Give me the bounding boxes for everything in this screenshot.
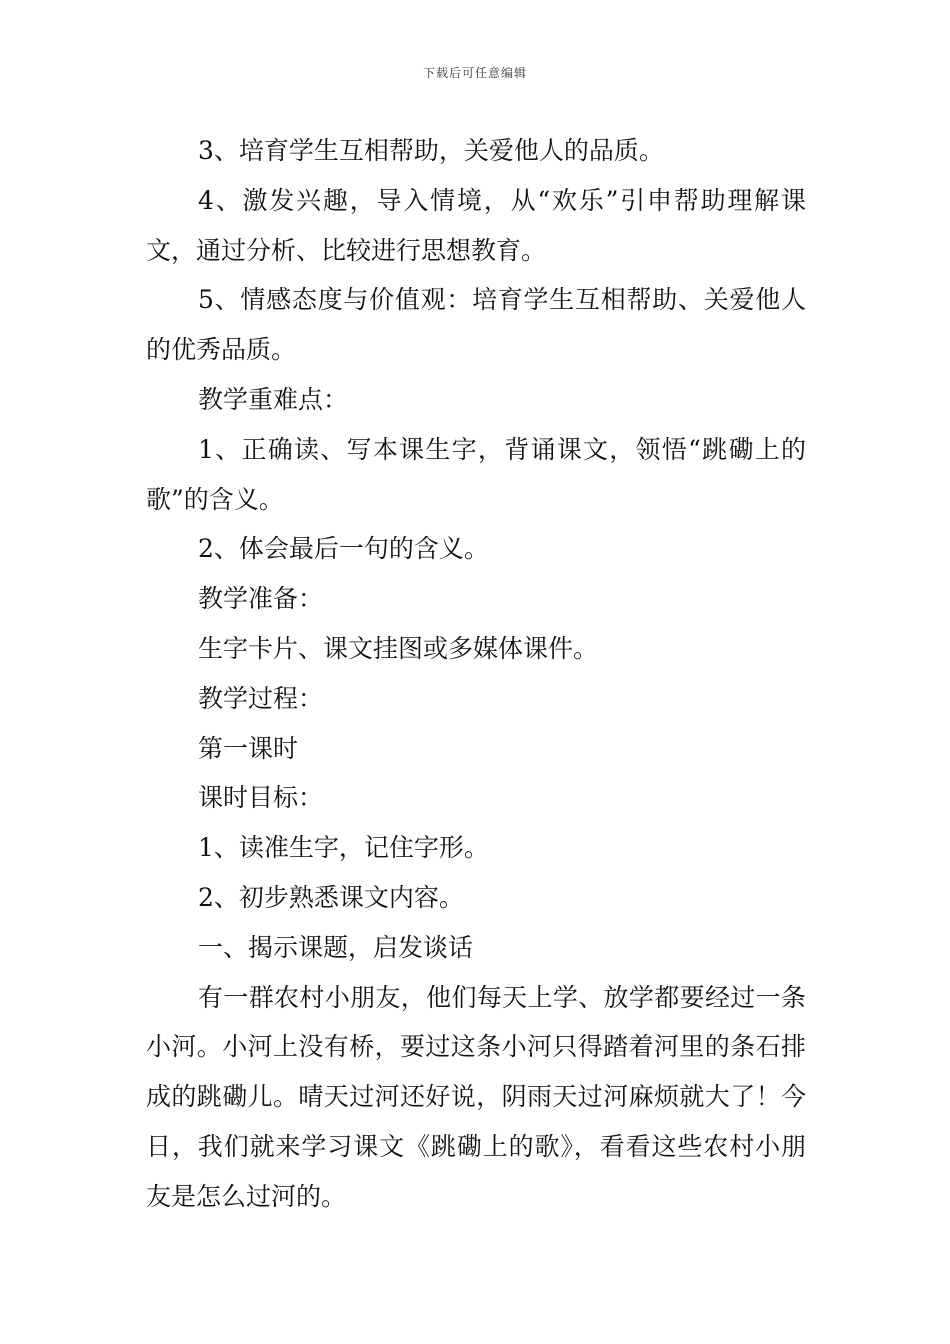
preparation-text: 生字卡片、课文挂图或多媒体课件。 (198, 633, 599, 663)
objective-5: 5、情感态度与价值观：培育学生互相帮助、关爱他人的优秀品质。 (146, 285, 806, 365)
page-header: 下载后可任意编辑 (422, 66, 527, 80)
lesson-title: 第一课时 (198, 733, 299, 763)
objective-3: 3、培育学生互相帮助，关爱他人的品质。 (198, 136, 664, 165)
lesson-goal-1: 1、读准生字，记住字形。 (198, 833, 489, 863)
section-heading-preparation: 教学准备： (198, 584, 324, 614)
lesson-goal-2: 2、初步熟悉课文内容。 (198, 882, 464, 912)
section-heading-lesson-goals: 课时目标： (198, 783, 324, 813)
objective-4: 4、激发兴趣，导入情境，从“欢乐”引申帮助理解课文，通过分析、比较进行思想教育。 (146, 185, 806, 265)
key-point-1: 1、正确读、写本课生字，背诵课文，领悟“跳磡上的歌”的含义。 (146, 434, 806, 514)
key-point-2: 2、体会最后一句的含义。 (198, 534, 489, 564)
section-heading-process: 教学过程： (198, 683, 324, 713)
intro-paragraph: 有一群农村小朋友，他们每天上学、放学都要经过一条小河。小河上没有桥，要过这条小河只得踏着河里的条石排成的跳磡儿。晴天过河还好说，阴雨天过河麻烦就大了！今日，我们就来学习课文《跳磡上的歌》，看看这些农村小朋友是怎么过河的。 (146, 982, 806, 1211)
section-heading-key-points: 教学重难点： (198, 384, 349, 414)
document-body (146, 126, 806, 1222)
step-heading-1: 一、揭示课题，启发谈话 (198, 932, 474, 962)
